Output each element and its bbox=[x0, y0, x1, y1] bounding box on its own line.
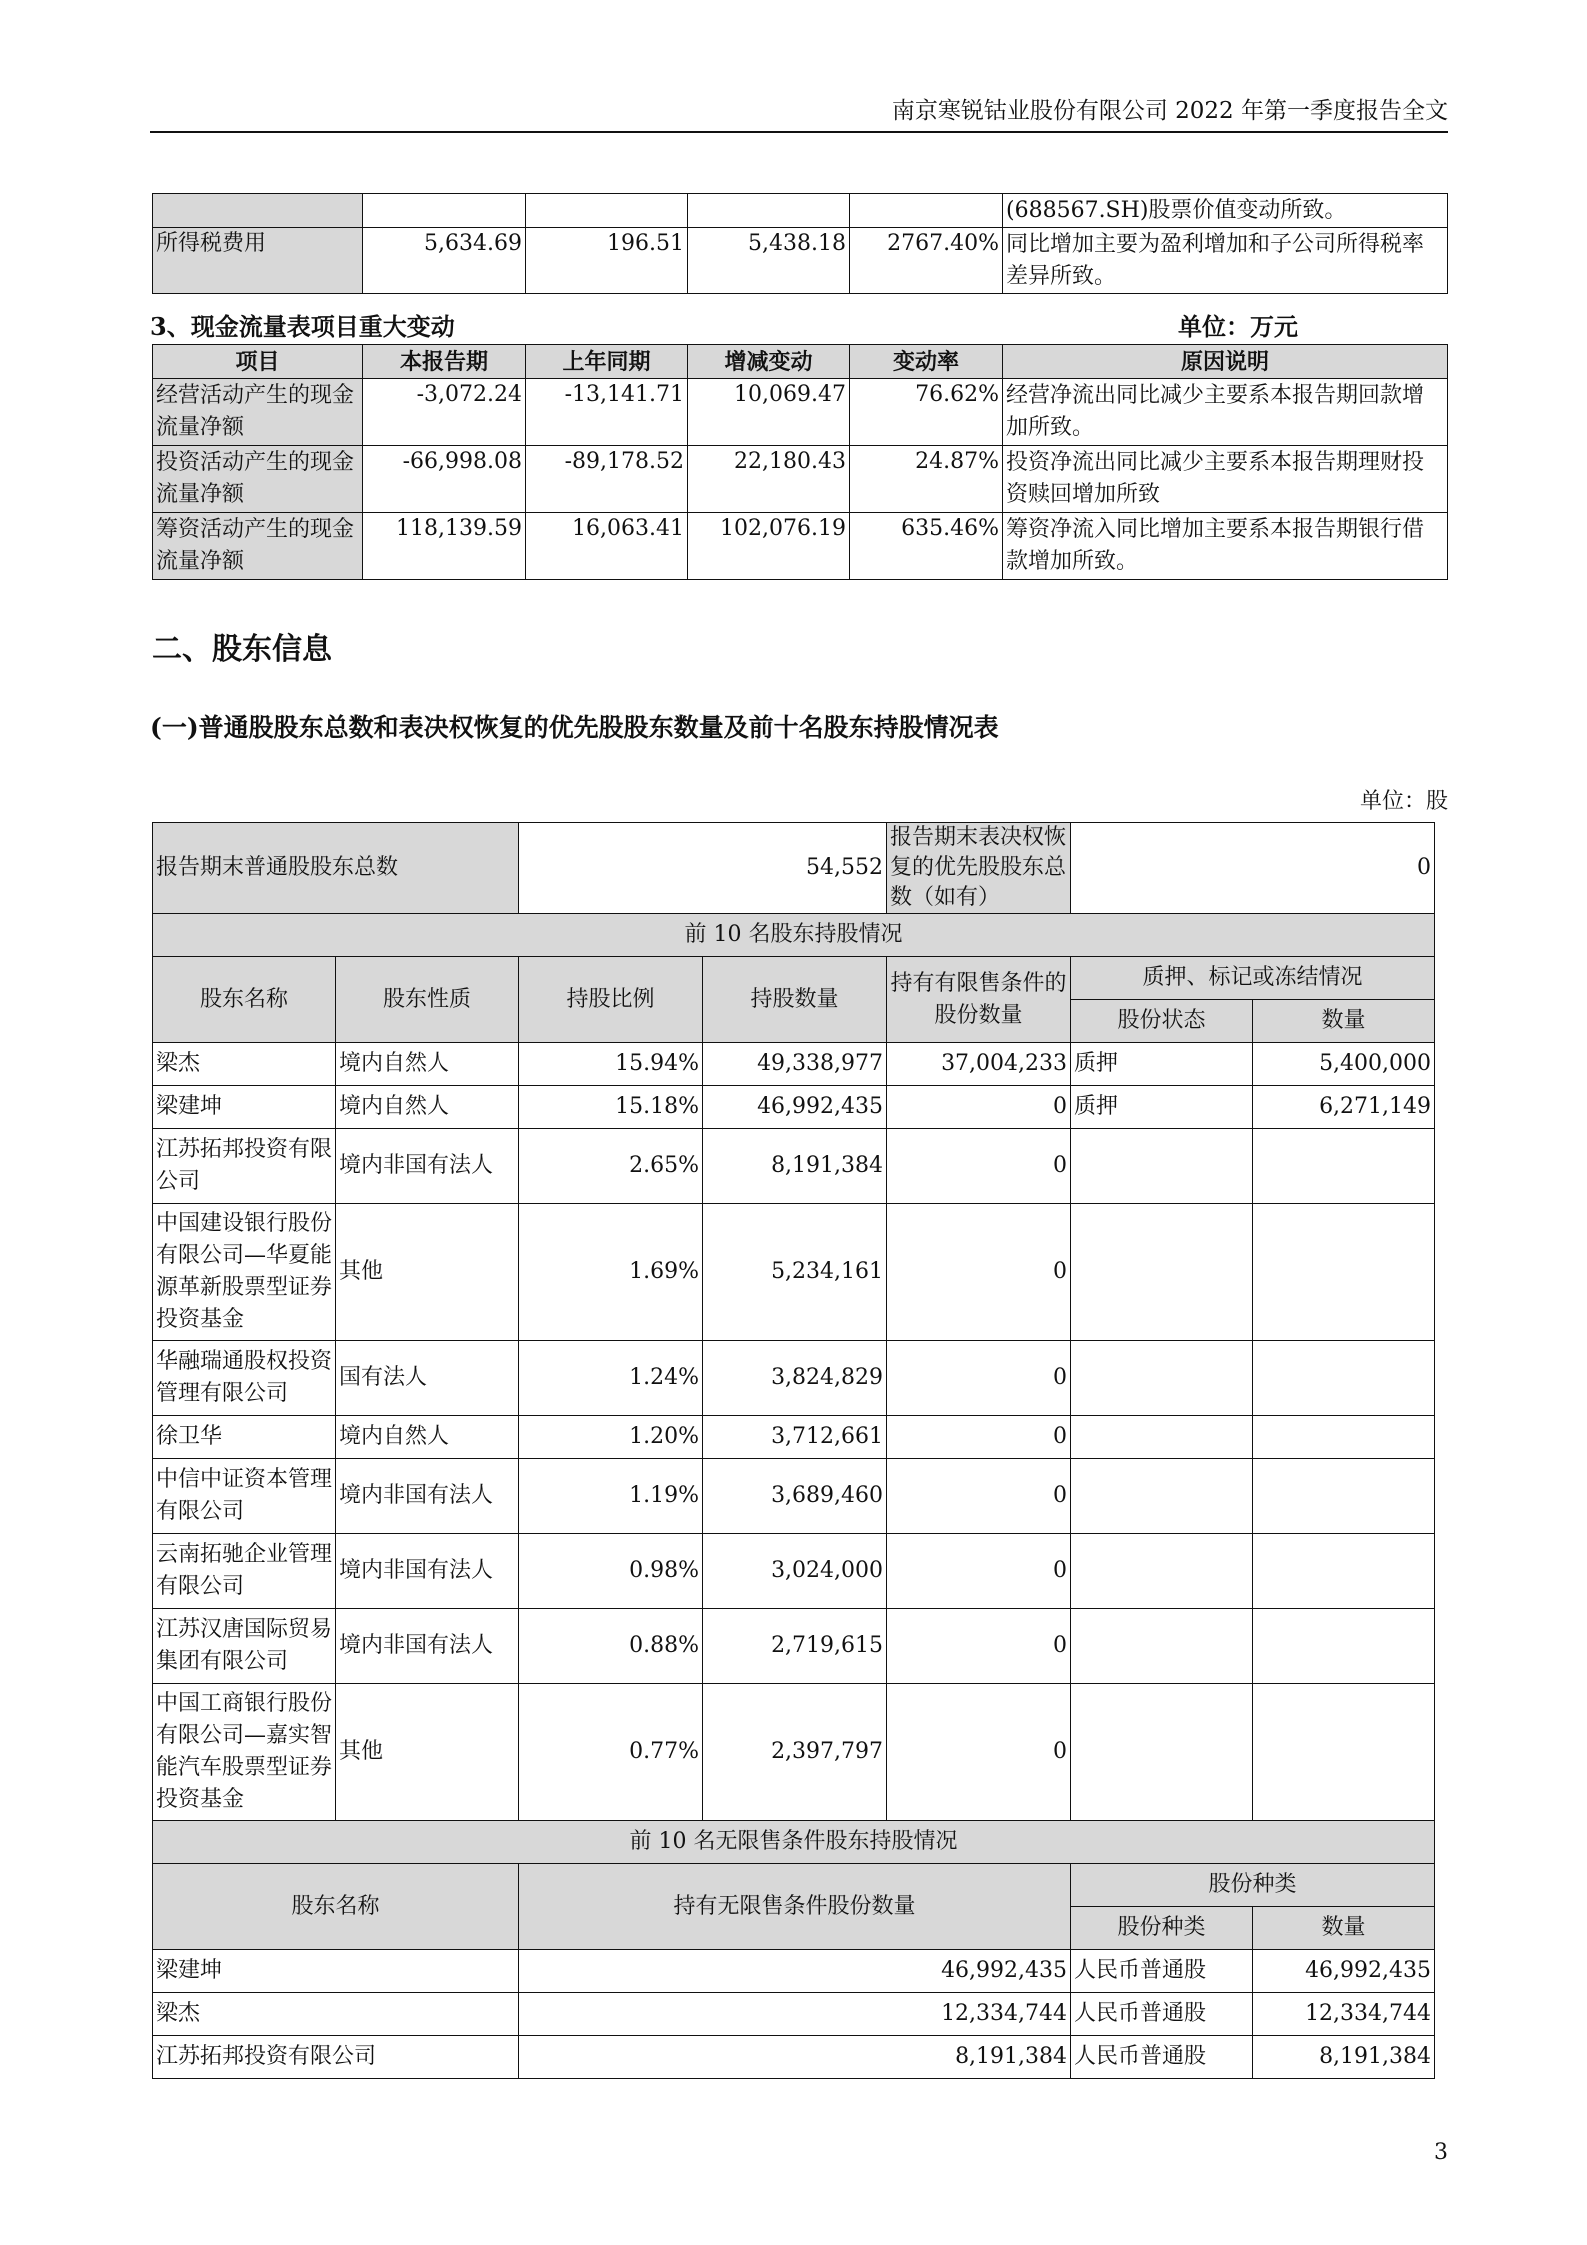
pref-shareholders-label: 报告期末表决权恢复的优先股股东总数（如有） bbox=[887, 823, 1071, 914]
shares-cell: 49,338,977 bbox=[703, 1043, 887, 1086]
nature-cell: 国有法人 bbox=[336, 1341, 519, 1416]
previous-cell: -13,141.71 bbox=[526, 379, 688, 446]
current-cell: 5,634.69 bbox=[363, 228, 526, 294]
nature-cell: 境内非国有法人 bbox=[336, 1534, 519, 1609]
current-cell: -3,072.24 bbox=[363, 379, 526, 446]
header-status: 股份状态 bbox=[1071, 1000, 1253, 1043]
header-type-group: 股份种类 bbox=[1071, 1864, 1435, 1907]
status-cell: 质押 bbox=[1071, 1086, 1253, 1129]
amount-cell bbox=[1253, 1459, 1435, 1534]
change-cell: 102,076.19 bbox=[688, 513, 850, 580]
amount-cell bbox=[1253, 1416, 1435, 1459]
unrestricted-title: 前 10 名无限售条件股东持股情况 bbox=[153, 1821, 1435, 1864]
name-cell: 中信中证资本管理有限公司 bbox=[153, 1459, 336, 1534]
shareholder-unit: 单位：股 bbox=[1359, 789, 1448, 814]
cashflow-title: 3、现金流量表项目重大变动 bbox=[150, 312, 455, 341]
shares-cell: 3,712,661 bbox=[703, 1416, 887, 1459]
table-row bbox=[153, 1086, 1435, 1129]
previous-cell bbox=[526, 194, 688, 228]
top10-title-row bbox=[153, 914, 1435, 957]
nature-cell: 境内自然人 bbox=[336, 1043, 519, 1086]
item-cell: 筹资活动产生的现金流量净额 bbox=[153, 513, 363, 580]
item-cell: 经营活动产生的现金流量净额 bbox=[153, 379, 363, 446]
status-cell bbox=[1071, 1684, 1253, 1821]
amount-cell bbox=[1253, 1204, 1435, 1341]
ratio-cell: 15.94% bbox=[519, 1043, 703, 1086]
table-row bbox=[153, 228, 1448, 294]
pref-shareholders-value: 0 bbox=[1071, 823, 1435, 914]
table-row bbox=[153, 513, 1448, 580]
rate-cell: 24.87% bbox=[850, 446, 1003, 513]
reason-cell: 投资净流出同比减少主要系本报告期理财投资赎回增加所致 bbox=[1003, 446, 1448, 513]
change-cell: 10,069.47 bbox=[688, 379, 850, 446]
change-cell: 22,180.43 bbox=[688, 446, 850, 513]
type-cell: 人民币普通股 bbox=[1071, 1950, 1253, 1993]
total-shareholders-value: 54,552 bbox=[519, 823, 887, 914]
status-cell bbox=[1071, 1341, 1253, 1416]
type-cell: 人民币普通股 bbox=[1071, 1993, 1253, 2036]
table-row bbox=[153, 1129, 1435, 1204]
subsection-title: (一)普通股股东总数和表决权恢复的优先股股东数量及前十名股东持股情况表 bbox=[150, 713, 999, 742]
section-title: 二、股东信息 bbox=[152, 632, 332, 667]
table-row bbox=[153, 1534, 1435, 1609]
name-cell: 徐卫华 bbox=[153, 1416, 336, 1459]
name-cell: 梁建坤 bbox=[153, 1950, 519, 1993]
amount-cell: 46,992,435 bbox=[1253, 1950, 1435, 1993]
ratio-cell: 1.19% bbox=[519, 1459, 703, 1534]
reason-cell: 同比增加主要为盈利增加和子公司所得税率差异所致。 bbox=[1003, 228, 1448, 294]
name-cell: 梁杰 bbox=[153, 1043, 336, 1086]
amount-cell: 8,191,384 bbox=[1253, 2036, 1435, 2079]
previous-cell: -89,178.52 bbox=[526, 446, 688, 513]
item-cell: 投资活动产生的现金流量净额 bbox=[153, 446, 363, 513]
rate-cell: 76.62% bbox=[850, 379, 1003, 446]
amount-cell: 5,400,000 bbox=[1253, 1043, 1435, 1086]
unrestricted-title-row bbox=[153, 1821, 1435, 1864]
ratio-cell: 0.88% bbox=[519, 1609, 703, 1684]
table-header-row bbox=[153, 957, 1435, 1000]
header-type-amount: 数量 bbox=[1253, 1907, 1435, 1950]
reason-cell: (688567.SH)股票价值变动所致。 bbox=[1003, 194, 1448, 228]
header-rate: 变动率 bbox=[850, 345, 1003, 379]
restricted-cell: 0 bbox=[887, 1341, 1071, 1416]
shares-cell: 46,992,435 bbox=[519, 1950, 1071, 1993]
header-unrestricted-shares: 持有无限售条件股份数量 bbox=[519, 1864, 1071, 1950]
amount-cell bbox=[1253, 1341, 1435, 1416]
shareholder-table bbox=[152, 822, 1435, 2079]
ratio-cell: 0.98% bbox=[519, 1534, 703, 1609]
name-cell: 中国建设银行股份有限公司—华夏能源革新股票型证券投资基金 bbox=[153, 1204, 336, 1341]
current-cell: -66,998.08 bbox=[363, 446, 526, 513]
cashflow-unit: 单位：万元 bbox=[1178, 312, 1298, 341]
status-cell bbox=[1071, 1609, 1253, 1684]
shares-cell: 46,992,435 bbox=[703, 1086, 887, 1129]
header-unrestricted-name: 股东名称 bbox=[153, 1864, 519, 1950]
shares-cell: 12,334,744 bbox=[519, 1993, 1071, 2036]
name-cell: 梁建坤 bbox=[153, 1086, 336, 1129]
shares-cell: 5,234,161 bbox=[703, 1204, 887, 1341]
table-header-row bbox=[153, 1864, 1435, 1907]
type-cell: 人民币普通股 bbox=[1071, 2036, 1253, 2079]
running-header: 南京寒锐钴业股份有限公司 2022 年第一季度报告全文 bbox=[891, 98, 1448, 124]
ratio-cell: 1.20% bbox=[519, 1416, 703, 1459]
header-amount: 数量 bbox=[1253, 1000, 1435, 1043]
restricted-cell: 0 bbox=[887, 1204, 1071, 1341]
restricted-cell: 0 bbox=[887, 1684, 1071, 1821]
name-cell: 云南拓驰企业管理有限公司 bbox=[153, 1534, 336, 1609]
status-cell bbox=[1071, 1416, 1253, 1459]
header-ratio: 持股比例 bbox=[519, 957, 703, 1043]
name-cell: 中国工商银行股份有限公司—嘉实智能汽车股票型证券投资基金 bbox=[153, 1684, 336, 1821]
status-cell bbox=[1071, 1129, 1253, 1204]
nature-cell: 其他 bbox=[336, 1204, 519, 1341]
restricted-cell: 0 bbox=[887, 1416, 1071, 1459]
shares-cell: 2,397,797 bbox=[703, 1684, 887, 1821]
table-row bbox=[153, 379, 1448, 446]
total-shareholders-label: 报告期末普通股股东总数 bbox=[153, 823, 519, 914]
shares-cell: 2,719,615 bbox=[703, 1609, 887, 1684]
nature-cell: 境内非国有法人 bbox=[336, 1459, 519, 1534]
amount-cell: 6,271,149 bbox=[1253, 1086, 1435, 1129]
item-cell: 所得税费用 bbox=[153, 228, 363, 294]
table-row bbox=[153, 1459, 1435, 1534]
shares-cell: 8,191,384 bbox=[519, 2036, 1071, 2079]
status-cell bbox=[1071, 1204, 1253, 1341]
name-cell: 江苏汉唐国际贸易集团有限公司 bbox=[153, 1609, 336, 1684]
name-cell: 江苏拓邦投资有限公司 bbox=[153, 2036, 519, 2079]
amount-cell bbox=[1253, 1609, 1435, 1684]
header-nature: 股东性质 bbox=[336, 957, 519, 1043]
header-name: 股东名称 bbox=[153, 957, 336, 1043]
header-current: 本报告期 bbox=[363, 345, 526, 379]
ratio-cell: 0.77% bbox=[519, 1684, 703, 1821]
current-cell: 118,139.59 bbox=[363, 513, 526, 580]
rate-cell bbox=[850, 194, 1003, 228]
page-number: 3 bbox=[1434, 2140, 1448, 2165]
table-row bbox=[153, 2036, 1435, 2079]
previous-cell: 196.51 bbox=[526, 228, 688, 294]
ratio-cell: 15.18% bbox=[519, 1086, 703, 1129]
restricted-cell: 0 bbox=[887, 1086, 1071, 1129]
nature-cell: 境内非国有法人 bbox=[336, 1609, 519, 1684]
shares-cell: 3,824,829 bbox=[703, 1341, 887, 1416]
nature-cell: 境内自然人 bbox=[336, 1416, 519, 1459]
table-row bbox=[153, 1950, 1435, 1993]
table-header-row bbox=[153, 345, 1448, 379]
header-change: 增减变动 bbox=[688, 345, 850, 379]
name-cell: 梁杰 bbox=[153, 1993, 519, 2036]
header-previous: 上年同期 bbox=[526, 345, 688, 379]
amount-cell bbox=[1253, 1129, 1435, 1204]
total-shareholders-row bbox=[153, 823, 1435, 914]
header-restricted: 持有有限售条件的股份数量 bbox=[887, 957, 1071, 1043]
restricted-cell: 0 bbox=[887, 1609, 1071, 1684]
reason-cell: 经营净流出同比减少主要系本报告期回款增加所致。 bbox=[1003, 379, 1448, 446]
header-item: 项目 bbox=[153, 345, 363, 379]
nature-cell: 境内自然人 bbox=[336, 1086, 519, 1129]
table-row bbox=[153, 446, 1448, 513]
item-cell bbox=[153, 194, 363, 228]
table-row bbox=[153, 1416, 1435, 1459]
table-row bbox=[153, 1609, 1435, 1684]
ratio-cell: 1.69% bbox=[519, 1204, 703, 1341]
name-cell: 江苏拓邦投资有限公司 bbox=[153, 1129, 336, 1204]
income-change-table bbox=[152, 193, 1448, 294]
nature-cell: 其他 bbox=[336, 1684, 519, 1821]
table-row bbox=[153, 1341, 1435, 1416]
header-reason: 原因说明 bbox=[1003, 345, 1448, 379]
previous-cell: 16,063.41 bbox=[526, 513, 688, 580]
shares-cell: 3,689,460 bbox=[703, 1459, 887, 1534]
table-row bbox=[153, 1684, 1435, 1821]
restricted-cell: 0 bbox=[887, 1129, 1071, 1204]
header-rule bbox=[150, 131, 1448, 133]
table-row bbox=[153, 1993, 1435, 2036]
header-pledge: 质押、标记或冻结情况 bbox=[1071, 957, 1435, 1000]
amount-cell: 12,334,744 bbox=[1253, 1993, 1435, 2036]
header-shares: 持股数量 bbox=[703, 957, 887, 1043]
amount-cell bbox=[1253, 1684, 1435, 1821]
table-row bbox=[153, 194, 1448, 228]
ratio-cell: 1.24% bbox=[519, 1341, 703, 1416]
status-cell: 质押 bbox=[1071, 1043, 1253, 1086]
table-row bbox=[153, 1043, 1435, 1086]
reason-cell: 筹资净流入同比增加主要系本报告期银行借款增加所致。 bbox=[1003, 513, 1448, 580]
change-cell: 5,438.18 bbox=[688, 228, 850, 294]
current-cell bbox=[363, 194, 526, 228]
table-row bbox=[153, 1204, 1435, 1341]
change-cell bbox=[688, 194, 850, 228]
rate-cell: 2767.40% bbox=[850, 228, 1003, 294]
status-cell bbox=[1071, 1534, 1253, 1609]
name-cell: 华融瑞通股权投资管理有限公司 bbox=[153, 1341, 336, 1416]
shares-cell: 3,024,000 bbox=[703, 1534, 887, 1609]
amount-cell bbox=[1253, 1534, 1435, 1609]
restricted-cell: 37,004,233 bbox=[887, 1043, 1071, 1086]
restricted-cell: 0 bbox=[887, 1459, 1071, 1534]
nature-cell: 境内非国有法人 bbox=[336, 1129, 519, 1204]
top10-title: 前 10 名股东持股情况 bbox=[153, 914, 1435, 957]
shares-cell: 8,191,384 bbox=[703, 1129, 887, 1204]
rate-cell: 635.46% bbox=[850, 513, 1003, 580]
header-type: 股份种类 bbox=[1071, 1907, 1253, 1950]
ratio-cell: 2.65% bbox=[519, 1129, 703, 1204]
restricted-cell: 0 bbox=[887, 1534, 1071, 1609]
cashflow-table bbox=[152, 344, 1448, 580]
status-cell bbox=[1071, 1459, 1253, 1534]
